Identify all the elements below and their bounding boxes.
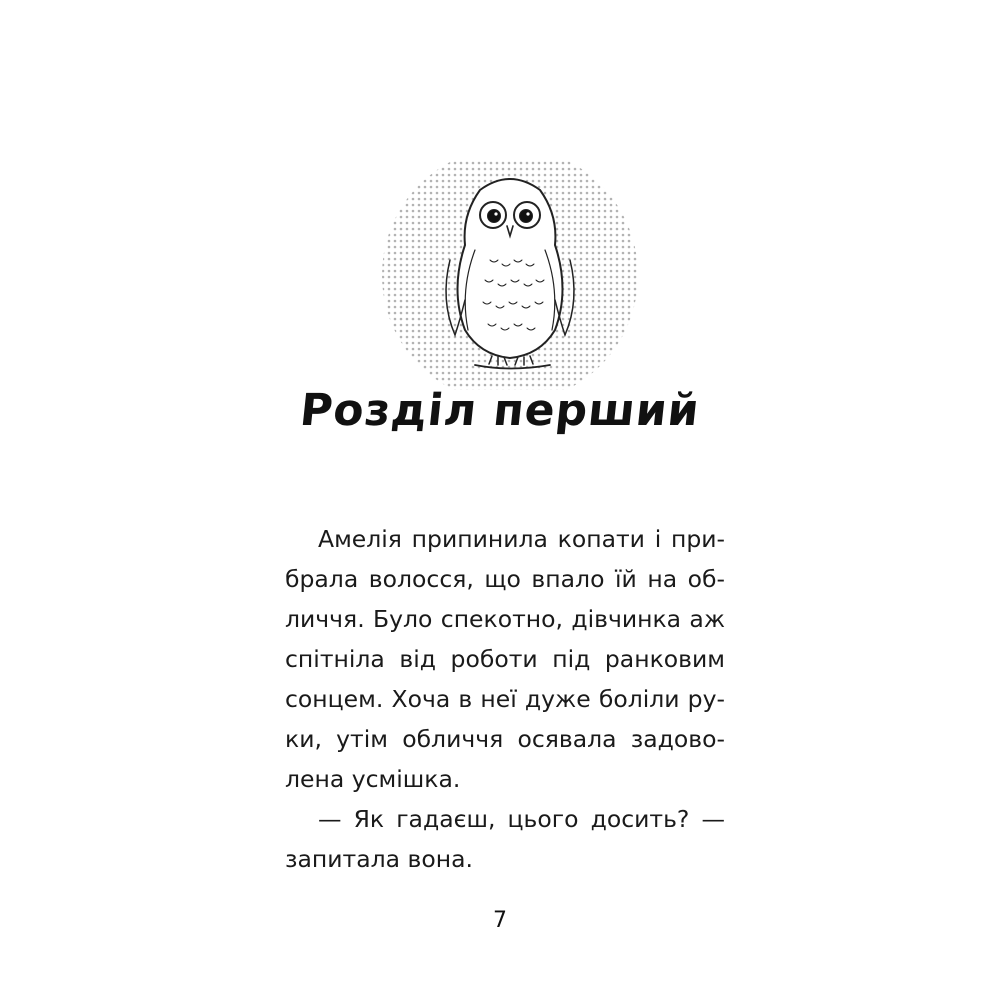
body-text [285,519,725,879]
text-line: — Як гадаєш, цього досить? — [318,805,725,833]
owl-illustration [380,160,640,390]
text-line: брала волосся, що впало їй на об- [285,565,725,593]
chapter-title: Розділ перший [297,385,703,436]
text-line: Амелія припинила копати і при- [318,525,725,553]
page-number: 7 [493,908,507,933]
text-line: ки, утім обличчя осявала задово- [285,725,725,753]
text-line: сонцем. Хоча в неї дуже боліли ру- [285,685,725,713]
text-line: спітніла від роботи під ранковим [285,645,725,673]
text-line: лена усмішка. [285,765,461,793]
text-line: личчя. Було спекотно, дівчинка аж [285,605,725,633]
text-line: запитала вона. [285,845,473,873]
